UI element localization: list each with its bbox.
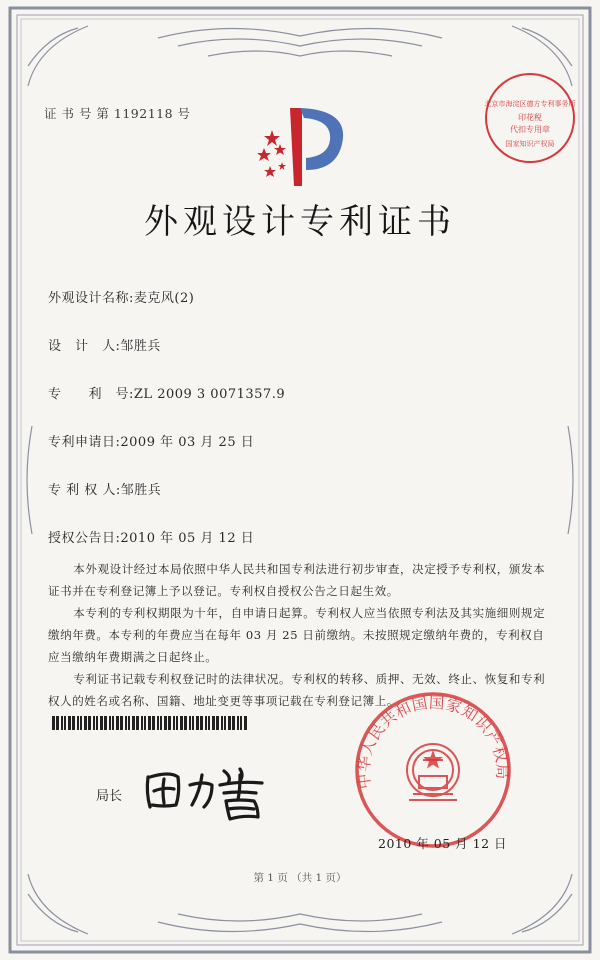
certificate-number: 证 书 号 第 1192118 号 xyxy=(44,106,191,121)
tax-stamp xyxy=(480,68,580,172)
certificate-title: 外观设计专利证书 xyxy=(144,202,456,242)
commissioner-title: 局长 xyxy=(96,789,123,804)
field-value: 麦克风(2) xyxy=(133,291,195,306)
tax-stamp-line3: 代扣专用章 xyxy=(510,125,550,134)
legal-text xyxy=(48,558,548,712)
field-label: 授权公告日: xyxy=(48,531,121,546)
field-label: 专 利 号: xyxy=(48,387,134,402)
page-number: 第 1 页 （共 1 页） xyxy=(253,872,347,884)
patent-office-logo xyxy=(254,100,354,190)
field-label: 专 利 权 人: xyxy=(48,483,121,498)
field-designer xyxy=(48,335,161,354)
field-patentee xyxy=(48,479,161,498)
seal-text: 中华人民共和国国家知识产权局 xyxy=(354,693,512,790)
field-value: 2010 年 05 月 12 日 xyxy=(120,531,255,546)
field-value: 邹胜兵 xyxy=(120,339,161,354)
seal-date: 2010 年 05 月 12 日 xyxy=(378,836,507,851)
field-patent-number xyxy=(48,383,285,402)
tax-stamp-line1: 北京市海淀区德方专利事务所 xyxy=(484,100,576,108)
legal-paragraph-2: 本专利的专利权期限为十年，自申请日起算。专利权人应当依照专利法及其实施细则规定缴纳年费。本专利的年费应当在每年 03 月 25 日前缴纳。未按照规定缴纳年费的，专利权自应当缴纳年费期满之日起终止。 xyxy=(48,606,546,664)
field-value: ZL 2009 3 0071357.9 xyxy=(133,387,286,402)
field-value: 2009 年 03 月 25 日 xyxy=(120,435,255,450)
legal-paragraph-1: 本外观设计经过本局依照中华人民共和国专利法进行初步审查，决定授予专利权，颁发本证书并在专利登记簿上予以登记。专利权自授权公告之日起生效。 xyxy=(48,562,546,598)
tax-stamp-line2: 印花税 xyxy=(518,113,542,122)
commissioner-signature xyxy=(140,755,280,825)
legal-paragraph-3: 专利证书记载专利权登记时的法律状况。专利权的转移、质押、无效、终止、恢复和专利权人的姓名或名称、国籍、地址变更等事项记载在专利登记簿上。 xyxy=(48,672,546,708)
tax-stamp-line4: 国家知识产权局 xyxy=(505,140,555,148)
official-seal xyxy=(353,690,513,854)
field-label: 外观设计名称: xyxy=(48,291,134,306)
field-label: 专利申请日: xyxy=(48,435,121,450)
field-label: 设 计 人: xyxy=(48,339,121,354)
field-design-name xyxy=(48,287,194,306)
field-grant-date xyxy=(48,527,254,546)
field-application-date xyxy=(48,431,254,450)
barcode xyxy=(52,716,252,730)
field-value: 邹胜兵 xyxy=(120,483,162,498)
